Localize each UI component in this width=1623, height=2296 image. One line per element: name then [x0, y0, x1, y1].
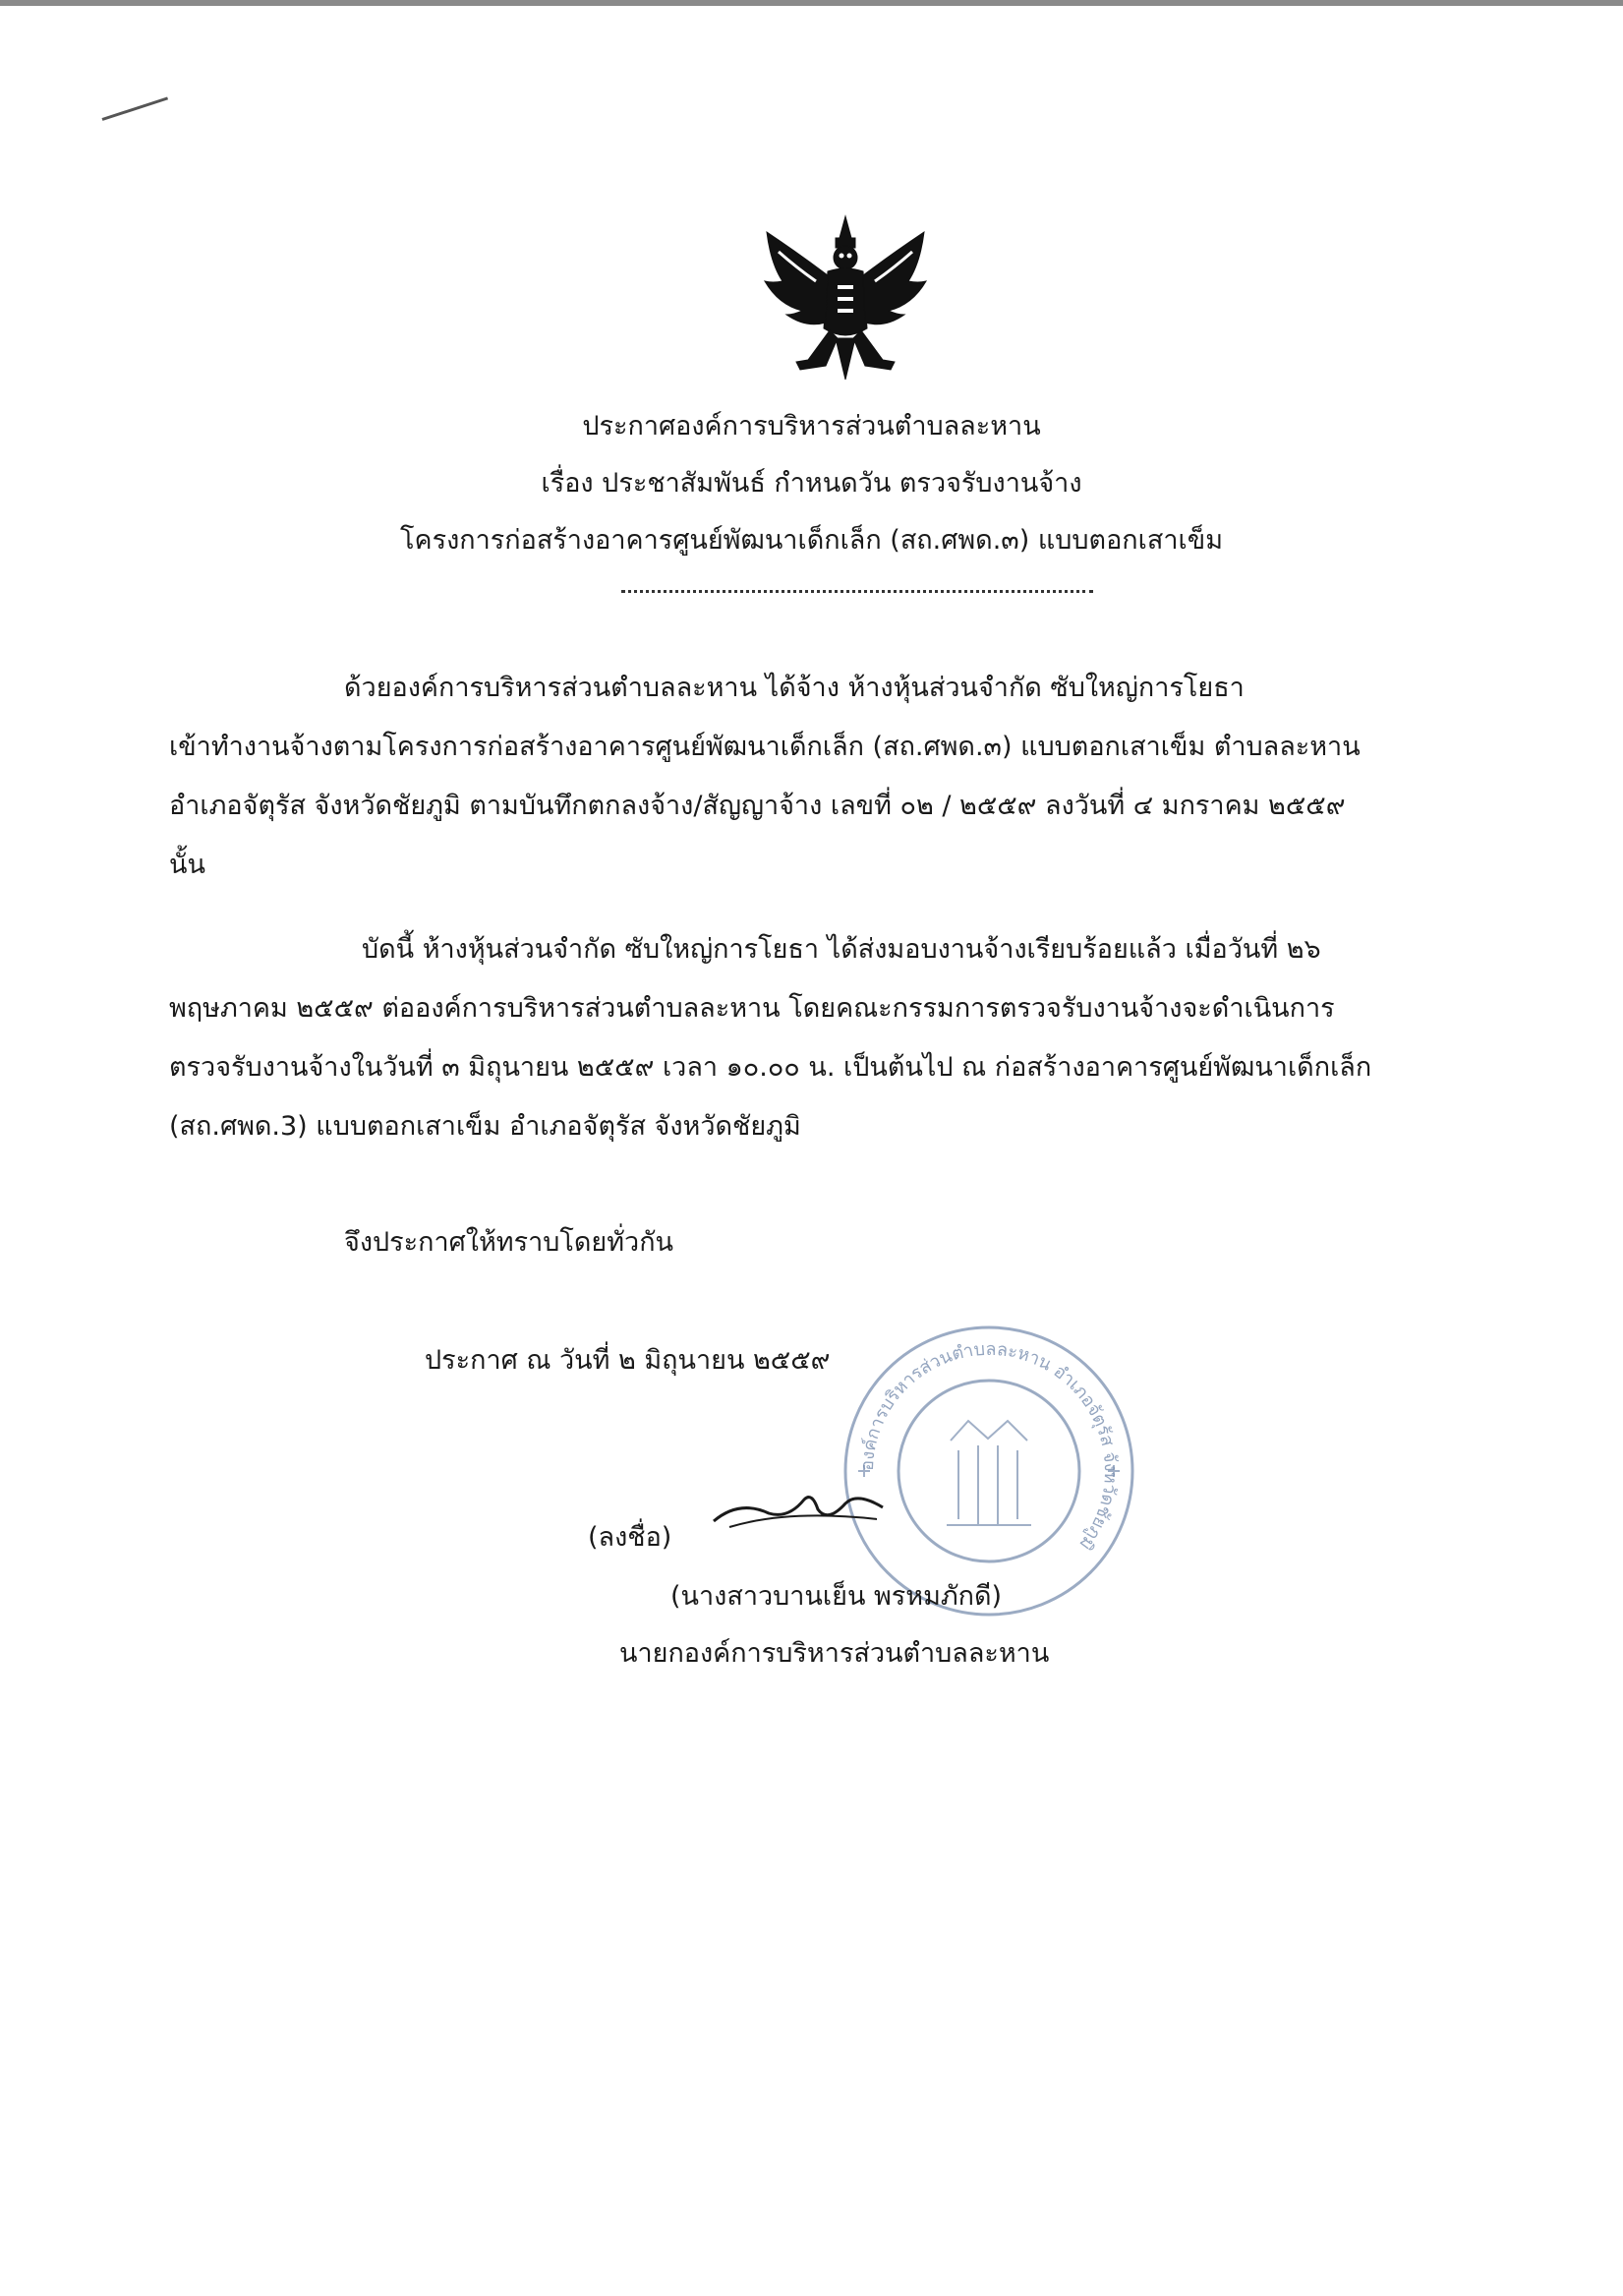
announcement-project: โครงการก่อสร้างอาคารศูนย์พัฒนาเด็กเล็ก (สถ.ศพด.๓) แบบตอกเสาเข็ม — [400, 525, 1223, 556]
announcement-title: ประกาศองค์การบริหารส่วนตำบลละหาน — [582, 411, 1041, 442]
official-stamp — [840, 1323, 1137, 1619]
handwritten-signature — [710, 1480, 887, 1539]
stamp-text: องค์การบริหารส่วนตำบลละหาน อำเภอจัตุรัส จังหวัดชัยภูมิ — [856, 1338, 1122, 1555]
scan-top-edge — [0, 0, 1623, 6]
paragraph1-line2: เข้าทำงานจ้างตามโครงการก่อสร้างอาคารศูนย์พัฒนาเด็กเล็ก (สถ.ศพด.๓) แบบตอกเสาเข็ม ตำบลละหาน — [169, 732, 1361, 762]
dotted-divider — [621, 590, 1093, 593]
paragraph2-line4: (สถ.ศพด.3) แบบตอกเสาเข็ม อำเภอจัตุรัส จังหวัดชัยภูมิ — [169, 1111, 801, 1142]
garuda-emblem-icon — [757, 212, 934, 385]
paragraph2-line3: ตรวจรับงานจ้างในวันที่ ๓ มิถุนายน ๒๕๕๙ เวลา ๑๐.๐๐ น. เป็นต้นไป ณ ก่อสร้างอาคารศูนย์พัฒนาเด็กเล็ก — [169, 1052, 1372, 1083]
paragraph1-line1: ด้วยองค์การบริหารส่วนตำบลละหาน ได้จ้าง ห้างหุ้นส่วนจำกัด ซับใหญ่การโยธา — [344, 673, 1245, 703]
pen-mark — [102, 96, 169, 120]
signer-name: (นางสาวบานเย็น พรหมภักดี) — [670, 1581, 1003, 1612]
paragraph2-line1: บัดนี้ ห้างหุ้นส่วนจำกัด ซับใหญ่การโยธา ได้ส่งมอบงานจ้างเรียบร้อยแล้ว เมื่อวันที่ ๒๖ — [362, 934, 1321, 965]
signature-label: (ลงชื่อ) — [588, 1522, 672, 1553]
signer-title: นายกองค์การบริหารส่วนตำบลละหาน — [619, 1638, 1050, 1669]
svg-text:องค์การบริหารส่วนตำบลละหาน อำเ — [857, 1339, 1121, 1554]
announcement-subject: เรื่อง ประชาสัมพันธ์ กำหนดวัน ตรวจรับงานจ้าง — [541, 468, 1082, 499]
paragraph1-line4: นั้น — [169, 850, 205, 880]
paragraph2-line2: พฤษภาคม ๒๕๕๙ ต่อองค์การบริหารส่วนตำบลละหาน โดยคณะกรรมการตรวจรับงานจ้างจะดำเนินการ — [169, 993, 1335, 1024]
closing-statement: จึงประกาศให้ทราบโดยทั่วกัน — [344, 1227, 673, 1258]
paragraph1-line3: อำเภอจัตุรัส จังหวัดชัยภูมิ ตามบันทึกตกลงจ้าง/สัญญาจ้าง เลขที่ ๐๒ / ๒๕๕๙ ลงวันที่ ๔ มกราคม ๒๕๕๙ — [169, 791, 1346, 821]
announce-date: ประกาศ ณ วันที่ ๒ มิถุนายน ๒๕๕๙ — [425, 1345, 831, 1376]
